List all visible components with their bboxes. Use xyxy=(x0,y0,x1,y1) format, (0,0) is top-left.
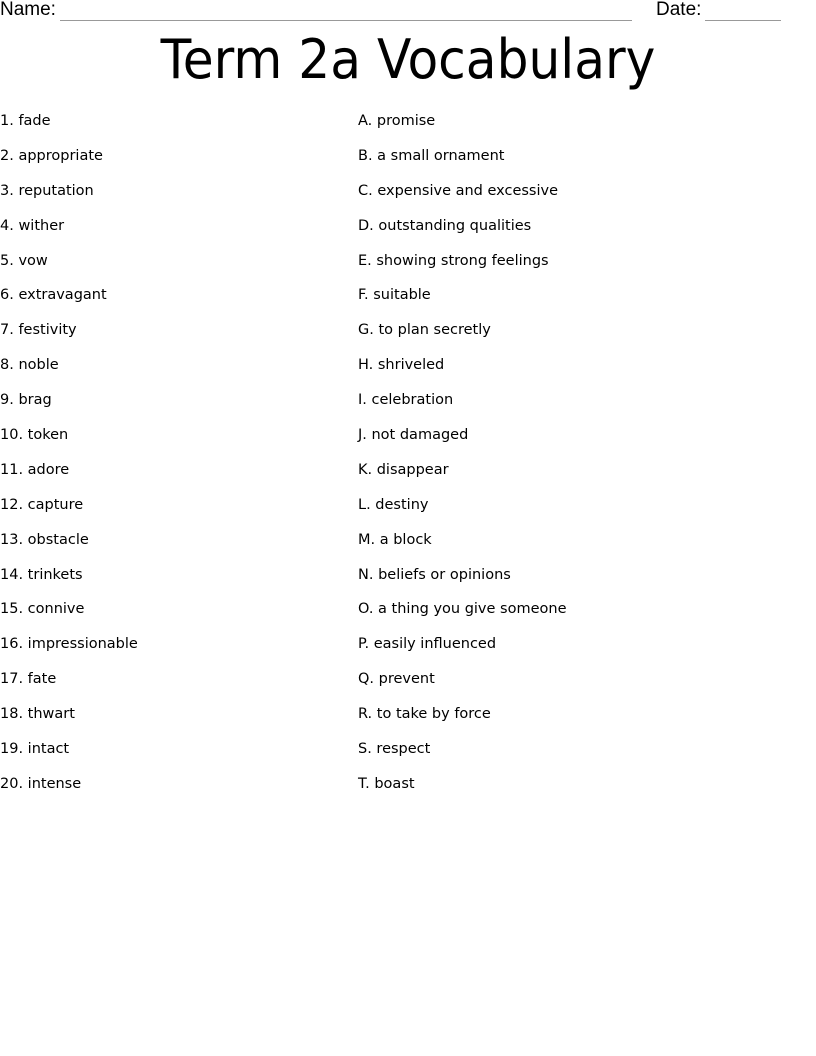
vocabulary-word: 14. trinkets xyxy=(0,566,83,583)
definition-item: N. beliefs or opinions xyxy=(358,566,511,583)
definition-item: F. suitable xyxy=(358,287,431,304)
definition-item: E. showing strong feelings xyxy=(358,252,549,269)
definition-item: P. easily influenced xyxy=(358,636,497,653)
definition-item: M. a block xyxy=(358,531,432,548)
definition-item: R. to take by force xyxy=(358,706,491,723)
name-label: Name: xyxy=(0,0,56,20)
page-title: Term 2a Vocabulary xyxy=(160,28,656,91)
vocabulary-word: 13. obstacle xyxy=(0,531,89,548)
definition-item: A. promise xyxy=(358,113,436,129)
vocabulary-word: 7. festivity xyxy=(0,322,77,339)
definition-list xyxy=(358,111,567,809)
definition-item: D. outstanding qualities xyxy=(358,217,532,234)
definition-item: K. disappear xyxy=(358,461,449,478)
vocabulary-word: 18. thwart xyxy=(0,706,75,723)
vocabulary-word: 9. brag xyxy=(0,392,52,409)
name-blank-line[interactable] xyxy=(60,3,632,21)
vocabulary-word: 20. intense xyxy=(0,775,82,792)
vocabulary-word: 16. impressionable xyxy=(0,636,138,653)
vocabulary-word: 10. token xyxy=(0,427,69,444)
vocabulary-word: 17. fate xyxy=(0,671,57,688)
definition-item: O. a thing you give someone xyxy=(358,601,567,618)
definition-item: C. expensive and excessive xyxy=(358,182,559,199)
vocabulary-word: 11. adore xyxy=(0,461,70,478)
word-list xyxy=(0,111,138,809)
vocabulary-word: 3. reputation xyxy=(0,182,94,199)
vocabulary-word: 1. fade xyxy=(0,113,51,129)
definition-item: Q. prevent xyxy=(358,671,435,688)
vocabulary-word: 8. noble xyxy=(0,357,59,374)
date-blank-line[interactable] xyxy=(705,3,781,21)
definition-item: L. destiny xyxy=(358,496,429,513)
definition-item: S. respect xyxy=(358,741,431,758)
vocabulary-word: 15. connive xyxy=(0,601,85,618)
vocabulary-word: 12. capture xyxy=(0,496,84,513)
definition-item: J. not damaged xyxy=(358,427,469,444)
date-field[interactable] xyxy=(656,0,781,21)
definition-item: B. a small ornament xyxy=(358,147,505,164)
vocabulary-word: 4. wither xyxy=(0,217,65,234)
date-label: Date: xyxy=(656,0,702,20)
vocabulary-word: 2. appropriate xyxy=(0,147,103,164)
definition-item: T. boast xyxy=(358,775,415,792)
definition-item: I. celebration xyxy=(358,392,454,409)
vocabulary-word: 19. intact xyxy=(0,741,70,758)
vocabulary-word: 6. extravagant xyxy=(0,287,107,304)
definition-item: G. to plan secretly xyxy=(358,322,491,339)
name-field[interactable] xyxy=(0,0,632,21)
definition-item: H. shriveled xyxy=(358,357,445,374)
vocabulary-word: 5. vow xyxy=(0,252,48,269)
